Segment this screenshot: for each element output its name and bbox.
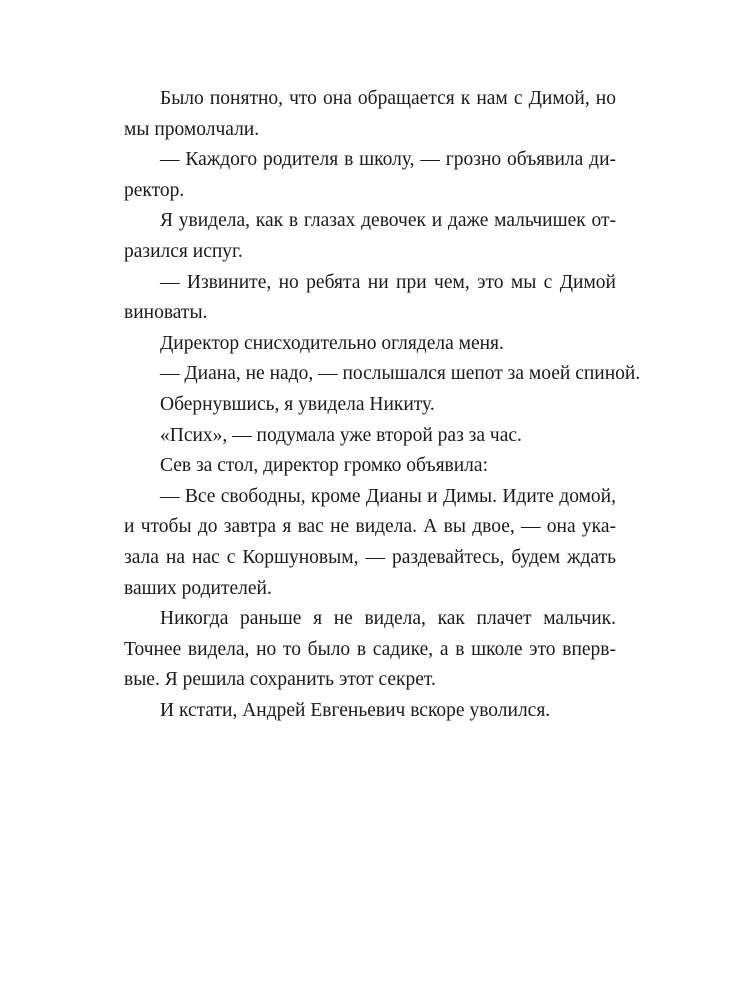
text-line: вые. Я решила сохранить этот секрет. (124, 669, 436, 691)
text-line: И кстати, Андрей Евгеньевич вскоре уволился. (160, 699, 551, 721)
body-text (124, 84, 641, 726)
text-line: Я увидела, как в глазах девочек и даже мальчишек от- (160, 210, 616, 232)
text-line: — Извините, но ребята ни при чем, это мы с Димой (160, 271, 616, 293)
text-line: ваших родителей. (124, 577, 272, 599)
text-line: Было понятно, что она обращается к нам с Димой, но (160, 88, 616, 109)
text-line: Сев за стол, директор громко объявила: (160, 455, 488, 477)
text-line: Директор снисходительно оглядела меня. (160, 332, 504, 354)
text-line: Точнее видела, но то было в садике, а в школе это вперв- (124, 638, 616, 660)
text-line: разился испуг. (124, 240, 243, 262)
text-line: Никогда раньше я не видела, как плачет мальчик. (160, 608, 616, 630)
text-line: виноваты. (124, 302, 208, 324)
text-line: — Все свободны, кроме Дианы и Димы. Идите домой, (160, 485, 616, 507)
text-line: зала на нас с Коршуновым, — раздевайтесь, будем ждать (124, 546, 616, 568)
text-line: и чтобы до завтра я вас не видела. А вы двое, — она ука- (124, 516, 616, 538)
text-line: — Каждого родителя в школу, — грозно объявила ди- (160, 149, 616, 171)
text-line: ректор. (124, 179, 185, 201)
text-line: — Диана, не надо, — послышался шепот за моей спиной. (160, 363, 641, 385)
text-line: «Псих», — подумала уже второй раз за час. (160, 424, 522, 446)
text-line: Обернувшись, я увидела Никиту. (160, 393, 435, 415)
text-line: мы промолчали. (124, 118, 260, 140)
